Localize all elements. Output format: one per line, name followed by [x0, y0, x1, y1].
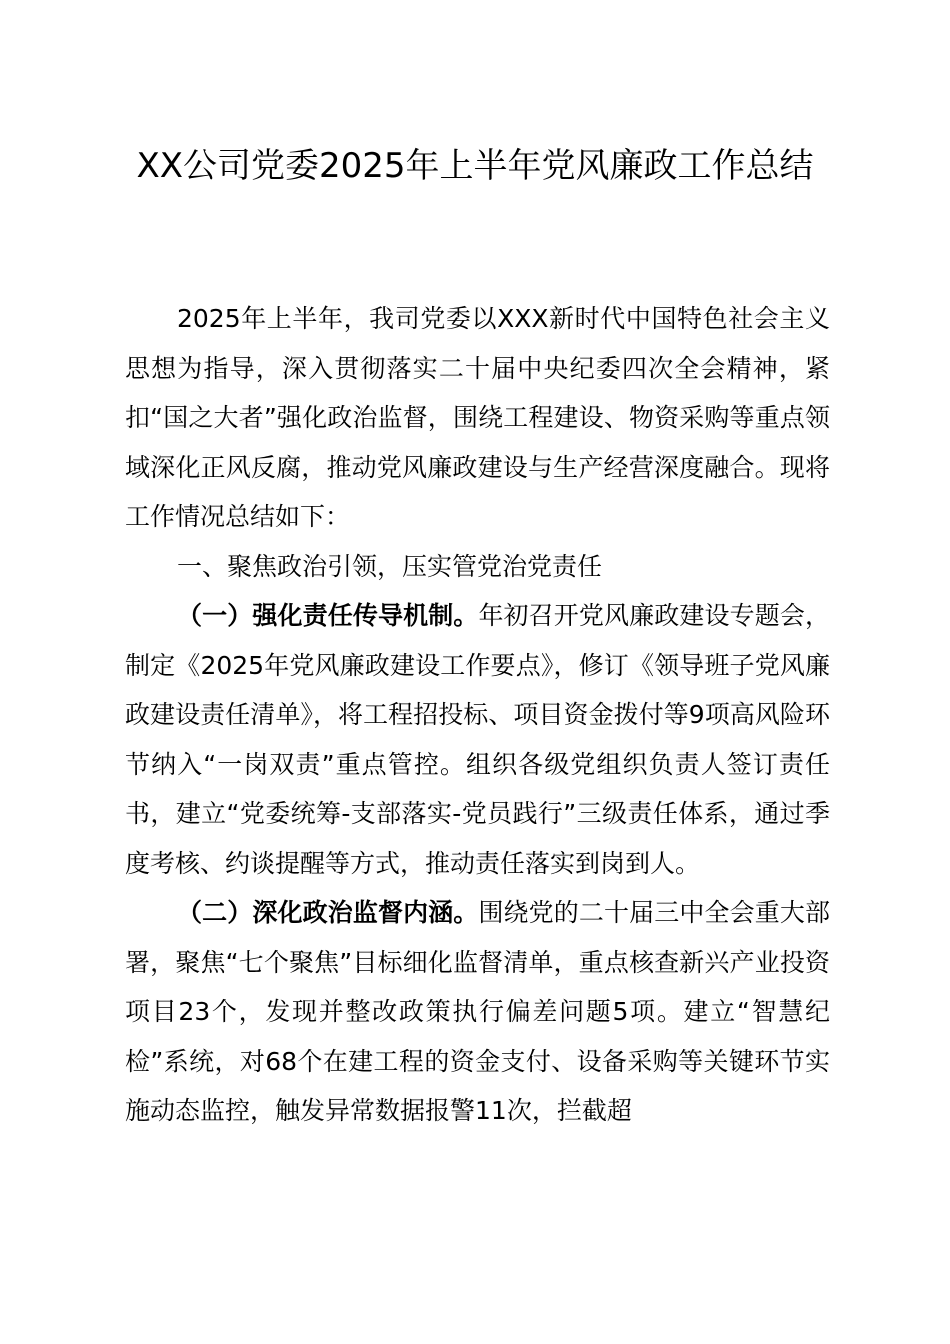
item-lead-1: （一）强化责任传导机制。: [177, 601, 479, 630]
item-paragraph-2: [125, 888, 830, 1136]
intro-paragraph: 2025年上半年，我司党委以XXX新时代中国特色社会主义思想为指导，深入贯彻落实二十届中央纪委四次全会精神，紧扣“国之大者”强化政治监督，围绕工程建设、物资采购等重点领域深化正风反腐，推动党风廉政建设与生产经营深度融合。现将工作情况总结如下：: [125, 304, 830, 531]
item-lead-2: （二）深化政治监督内涵。: [177, 898, 479, 927]
document-title: XX公司党委2025年上半年党风廉政工作总结: [136, 146, 814, 186]
section-heading: 一、聚焦政治引领，压实管党治党责任: [177, 551, 603, 581]
document-body: [125, 294, 830, 1136]
item-text-1: 年初召开党风廉政建设专题会，制定《2025年党风廉政建设工作要点》，修订《领导班子党风廉政建设责任清单》，将工程招投标、项目资金拨付等9项高风险环节纳入“一岗双责”重点管控。组织各级党组织负责人签订责任书，建立“党委统筹-支部落实-党员践行”三级责任体系，通过季度考核、约谈提醒等方式，推动责任落实到岗到人。: [125, 601, 830, 878]
item-paragraph-1: [125, 591, 830, 888]
item-text-2: 围绕党的二十届三中全会重大部署，聚焦“七个聚焦”目标细化监督清单，重点核查新兴产业投资项目23个，发现并整改政策执行偏差问题5项。建立“智慧纪检”系统，对68个在建工程的资金支付、设备采购等关键环节实施动态监控，触发异常数据报警11次，拦截超: [125, 898, 830, 1125]
